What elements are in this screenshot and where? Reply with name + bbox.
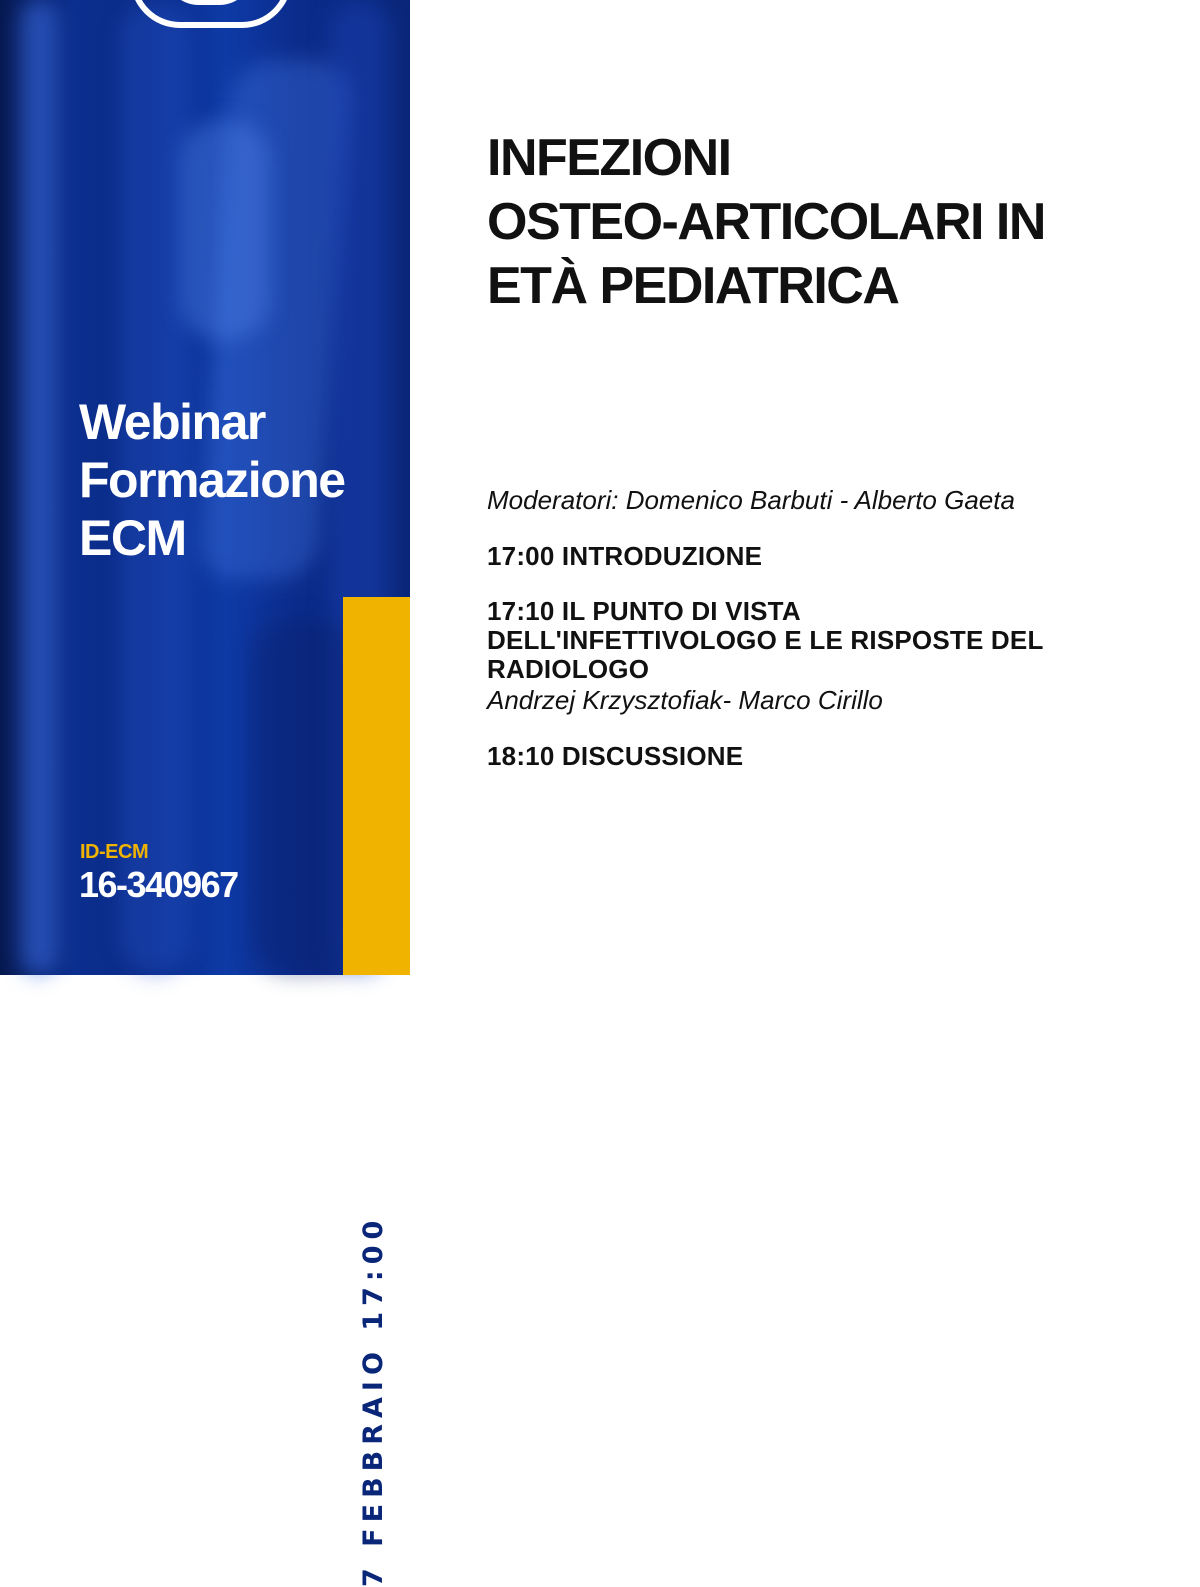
webinar-heading-line: Webinar (79, 394, 265, 450)
program-item-title: 17:10 IL PUNTO DI VISTA (487, 596, 801, 626)
webinar-heading-line: Formazione (79, 452, 345, 508)
moderators: Moderatori: Domenico Barbuti - Alberto Gaeta (487, 485, 1015, 515)
program-item-title: DELL'INFETTIVOLOGO E LE RISPOSTE DEL (487, 625, 1044, 655)
program-item (487, 742, 1177, 771)
page-title-line: ETÀ PEDIATRICA (487, 257, 899, 315)
background-streak (20, 0, 58, 975)
program-item (487, 597, 1177, 716)
page-title-line: OSTEO-ARTICOLARI IN (487, 193, 1045, 251)
program-item-title: RADIOLOGO (487, 654, 650, 684)
program-item (487, 542, 1177, 571)
date-bar-text-container (343, 597, 410, 1587)
id-ecm-value: 16-340967 (79, 864, 238, 905)
background-streak (180, 120, 270, 340)
event-date: 7 FEBBRAIO 17:00 (358, 1214, 389, 1587)
program-item-title: 17:00 INTRODUZIONE (487, 541, 763, 571)
webinar-heading-line: ECM (79, 510, 186, 566)
webinar-heading (79, 393, 399, 567)
program (487, 484, 1177, 797)
program-item-title: 18:10 DISCUSSIONE (487, 741, 744, 771)
id-ecm-label: ID-ECM (80, 841, 149, 863)
program-item-speakers: Andrzej Krzysztofiak- Marco Cirillo (487, 685, 883, 715)
page-title-line: INFEZIONI (487, 129, 731, 187)
page-title (487, 126, 1167, 318)
